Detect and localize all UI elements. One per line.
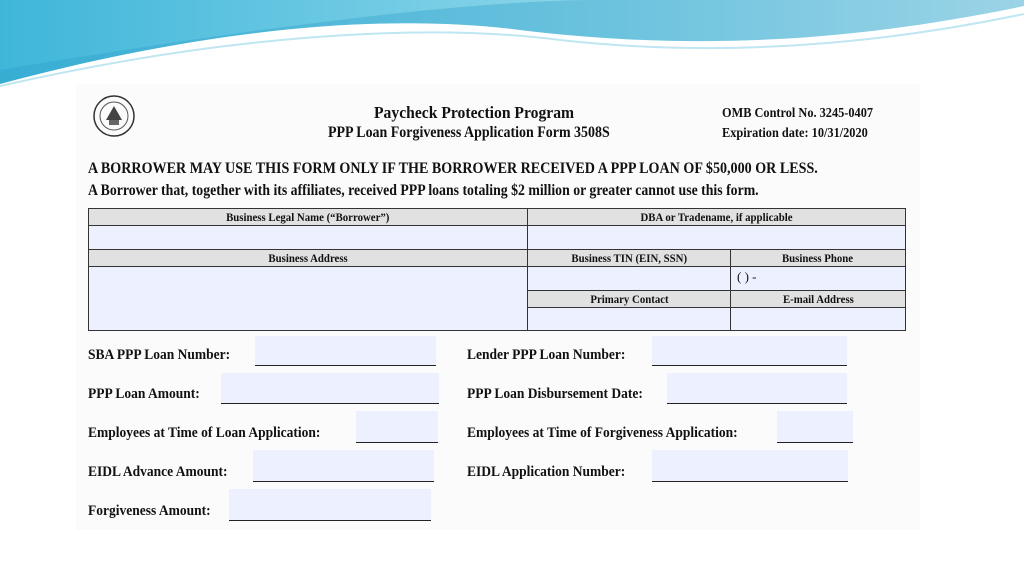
expiration-date: Expiration date: 10/31/2020	[722, 126, 868, 141]
lender-loan-number-input[interactable]	[652, 336, 847, 366]
loan-amount-input[interactable]	[221, 373, 439, 404]
business-tin-header: Business TIN (EIN, SSN)	[527, 249, 731, 267]
eidl-app-number-input[interactable]	[652, 450, 848, 482]
eligibility-notice: A BORROWER MAY USE THIS FORM ONLY IF THE BORROWER RECEIVED A PPP LOAN OF $50,000 OR LESS.	[88, 160, 818, 177]
sba-loan-number-label: SBA PPP Loan Number:	[88, 347, 231, 363]
dba-input[interactable]	[527, 225, 906, 250]
sba-loan-number-input[interactable]	[255, 336, 436, 366]
dba-header: DBA or Tradename, if applicable	[527, 208, 906, 226]
sba-seal-logo	[92, 92, 136, 140]
primary-contact-input[interactable]	[527, 307, 731, 331]
eidl-advance-input[interactable]	[253, 450, 434, 482]
phone-mask: ( ) -	[737, 269, 757, 284]
employees-loan-app-label: Employees at Time of Loan Application:	[88, 425, 321, 441]
employees-forgiveness-app-label: Employees at Time of Forgiveness Application:	[467, 425, 738, 441]
forgiveness-amount-label: Forgiveness Amount:	[88, 503, 211, 519]
eidl-app-number-label: EIDL Application Number:	[467, 464, 626, 480]
borrower-info-table	[88, 208, 906, 331]
business-address-input[interactable]	[88, 266, 528, 331]
employees-loan-app-input[interactable]	[356, 411, 438, 443]
business-phone-input[interactable]	[730, 266, 906, 291]
lender-loan-number-label: Lender PPP Loan Number:	[467, 347, 626, 363]
eidl-advance-label: EIDL Advance Amount:	[88, 464, 228, 480]
employees-forgiveness-app-input[interactable]	[777, 411, 853, 443]
primary-contact-header: Primary Contact	[527, 290, 731, 308]
disbursement-date-input[interactable]	[667, 373, 847, 404]
business-tin-input[interactable]	[527, 266, 731, 291]
disbursement-date-label: PPP Loan Disbursement Date:	[467, 386, 643, 402]
form-title: PPP Loan Forgiveness Application Form 3508S	[328, 124, 610, 141]
program-title: Paycheck Protection Program	[374, 103, 575, 122]
omb-control-number: OMB Control No. 3245-0407	[722, 106, 874, 121]
business-legal-name-header: Business Legal Name (“Borrower”)	[88, 208, 528, 226]
loan-amount-label: PPP Loan Amount:	[88, 386, 200, 402]
business-address-header: Business Address	[88, 249, 528, 267]
business-legal-name-input[interactable]	[88, 225, 528, 250]
email-input[interactable]	[730, 307, 906, 331]
business-phone-header: Business Phone	[730, 249, 906, 267]
affiliates-notice: A Borrower that, together with its affiliates, received PPP loans totaling $2 million or greater cannot use this form.	[88, 182, 759, 199]
email-header: E-mail Address	[730, 290, 906, 308]
forgiveness-amount-input[interactable]	[229, 489, 431, 521]
